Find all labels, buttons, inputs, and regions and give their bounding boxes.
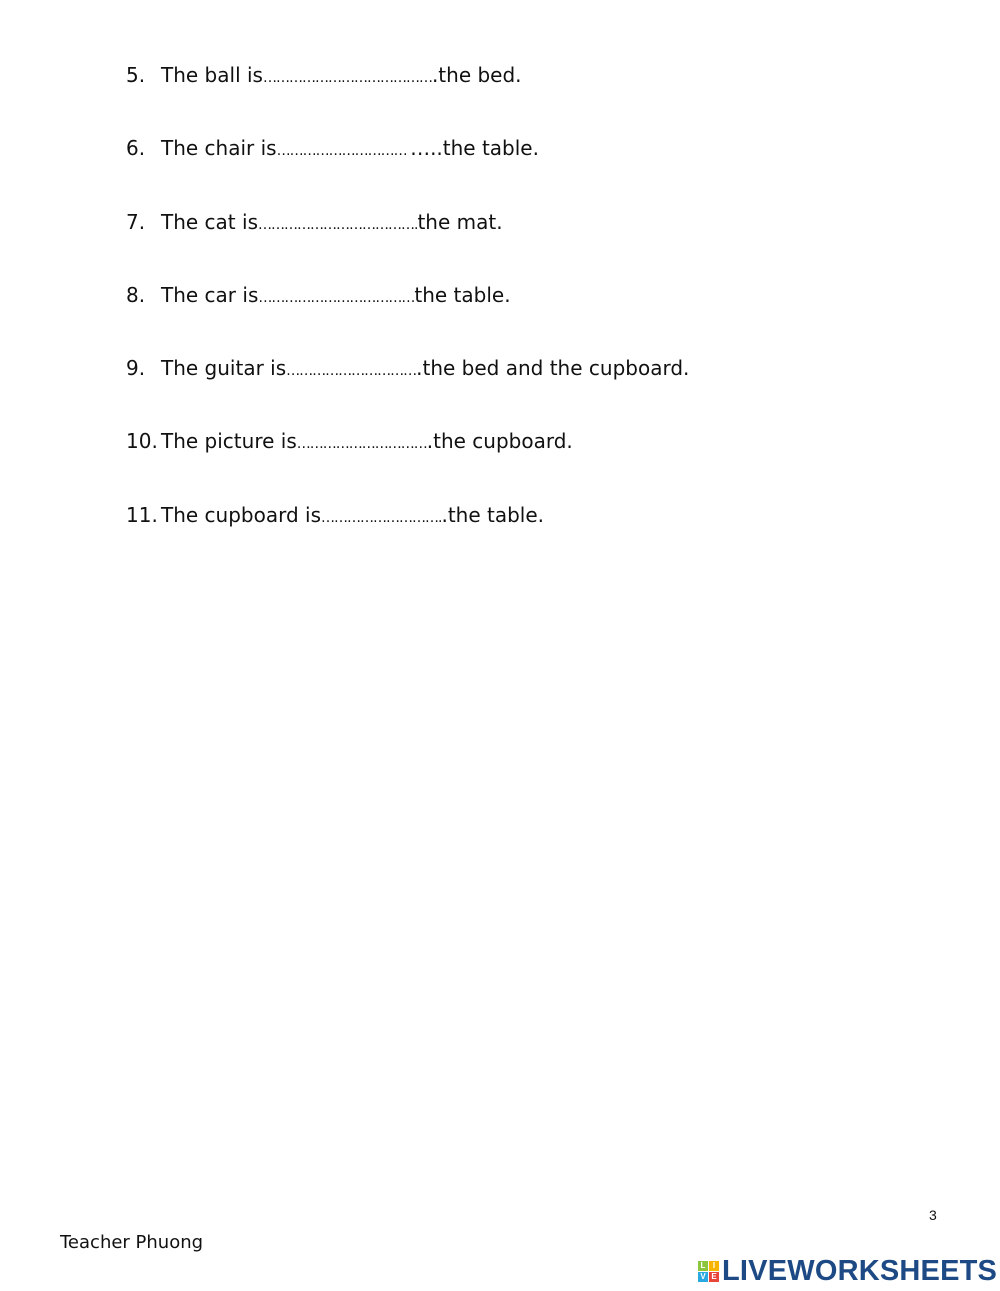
- question-9: [126, 355, 689, 384]
- question-number: 11.: [126, 503, 158, 527]
- question-number: 10.: [126, 429, 158, 453]
- page-number: 3: [929, 1207, 937, 1223]
- question-number: 8.: [126, 283, 146, 307]
- logo-text: LIVEWORKSHEETS: [722, 1255, 998, 1287]
- answer-blank[interactable]: …………………………: [296, 436, 427, 452]
- logo-tile: L: [698, 1261, 708, 1271]
- answer-blank[interactable]: ……………………………….: [257, 217, 418, 233]
- question-number: 5.: [126, 63, 146, 87]
- question-text-before: The ball is: [161, 63, 263, 87]
- logo-tile: I: [709, 1261, 719, 1271]
- question-text-after: the table.: [414, 283, 511, 307]
- question-text-before: The chair is: [161, 136, 277, 160]
- live-tiles-icon: [698, 1261, 719, 1282]
- question-number: 7.: [126, 210, 146, 234]
- question-text-before: The car is: [161, 283, 259, 307]
- question-text-after: the mat.: [417, 210, 503, 234]
- question-text-after: .the table.: [441, 503, 545, 527]
- question-number: 6.: [126, 136, 146, 160]
- logo-tile: V: [698, 1272, 708, 1282]
- question-5: [126, 62, 522, 91]
- question-text-after: .the bed.: [431, 63, 522, 87]
- question-8: [126, 282, 511, 311]
- question-10: [126, 428, 573, 457]
- question-text-before: The picture is: [161, 429, 297, 453]
- answer-blank[interactable]: ………………………………: [258, 290, 415, 306]
- liveworksheets-logo: [698, 1255, 997, 1288]
- answer-blank[interactable]: …………………………: [276, 143, 411, 159]
- author-name: Teacher Phuong: [60, 1232, 204, 1253]
- answer-blank[interactable]: …………………………: [286, 363, 417, 379]
- question-text-after: .the bed and the cupboard.: [416, 356, 690, 380]
- question-text-before: The guitar is: [161, 356, 287, 380]
- question-number: 9.: [126, 356, 146, 380]
- question-11: [126, 502, 544, 531]
- question-text-after: .the cupboard.: [426, 429, 573, 453]
- question-text-after: …..the table.: [410, 136, 539, 160]
- answer-blank[interactable]: …………………………………: [262, 70, 432, 86]
- question-7: [126, 209, 503, 238]
- logo-tile: E: [709, 1272, 719, 1282]
- answer-blank[interactable]: ……………………….: [321, 510, 442, 526]
- question-text-before: The cat is: [161, 210, 258, 234]
- question-text-before: The cupboard is: [161, 503, 322, 527]
- question-6: [126, 135, 539, 164]
